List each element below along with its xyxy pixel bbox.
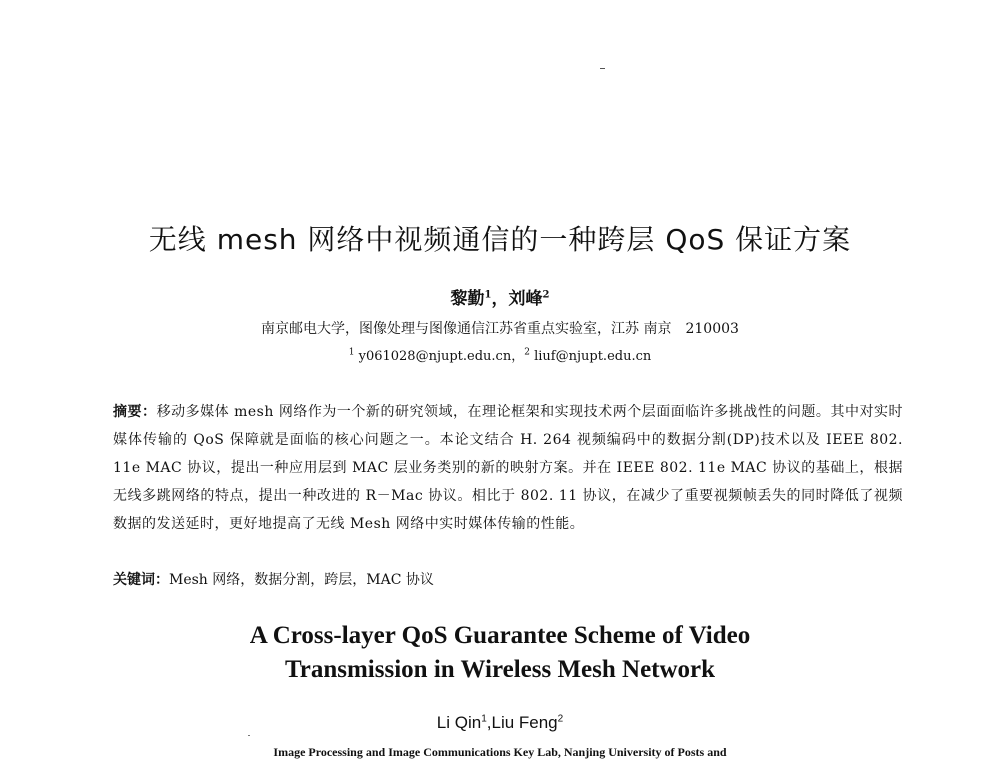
chinese-authors	[0, 284, 1000, 309]
author-en-separator: ,	[486, 713, 492, 732]
chinese-title: 无线 mesh 网络中视频通信的一种跨层 QoS 保证方案	[148, 223, 852, 256]
keywords-text: Mesh 网络，数据分割，跨层，MAC 协议	[169, 572, 434, 588]
english-affiliation: Image Processing and Image Communications Key Lab, Nanjing University of Posts and	[273, 745, 727, 759]
email-1: y061028@njupt.edu.cn	[358, 349, 512, 364]
english-title	[0, 619, 1000, 687]
author-1-cn: 黎勤	[450, 289, 485, 309]
chinese-keywords	[113, 566, 903, 594]
keywords-label: 关键词：	[113, 572, 169, 588]
chinese-affiliation: 南京邮电大学，图像处理与图像通信江苏省重点实验室，江苏 南京 210003	[261, 321, 739, 337]
email-2-sup: 2	[524, 347, 530, 358]
scan-speck-2	[248, 735, 250, 736]
abstract-text: 移动多媒体 mesh 网络作为一个新的研究领域，在理论框架和实现技术两个层面面临许多挑战性的问题。其中对实时媒体传输的 QoS 保障就是面临的核心问题之一。本论文结合 H. 264 视频编码中的数据分割(DP)技术以及 IEEE 802. 11e MAC 协议，提出一种应用层到 MAC 层业务类别的新的映射方案。并在 IEEE 802. 11e MAC 协议的基础上，根据无线多跳网络的特点，提出一种改进的 R－Mac 协议。相比于 802. 11 协议，在减少了重要视频帧丢失的同时降低了视频数据的发送延时，更好地提高了无线 Mesh 网络中实时媒体传输的性能。	[113, 404, 904, 532]
english-authors	[0, 713, 1000, 733]
author-emails	[0, 345, 1000, 364]
email-1-sup: 1	[348, 347, 355, 358]
author-2-sup: 2	[542, 289, 550, 301]
author-1-en: Li Qin	[436, 713, 482, 732]
chinese-abstract	[113, 398, 903, 538]
author-2-en: Liu Feng	[491, 713, 558, 732]
email-2: liuf@njupt.edu.cn	[534, 349, 652, 364]
abstract-label: 摘要：	[113, 404, 157, 420]
author-1-en-sup: 1	[481, 713, 487, 725]
author-separator: ，	[491, 289, 509, 309]
author-2-en-sup: 2	[557, 713, 564, 725]
author-1-sup: 1	[484, 289, 492, 301]
author-2-cn: 刘峰	[508, 289, 543, 309]
email-separator: ，	[511, 349, 525, 364]
scan-speck	[600, 68, 605, 69]
english-title-line-2: Transmission in Wireless Mesh Network	[284, 656, 716, 683]
english-title-line-1: A Cross-layer QoS Guarantee Scheme of Video	[249, 622, 751, 649]
